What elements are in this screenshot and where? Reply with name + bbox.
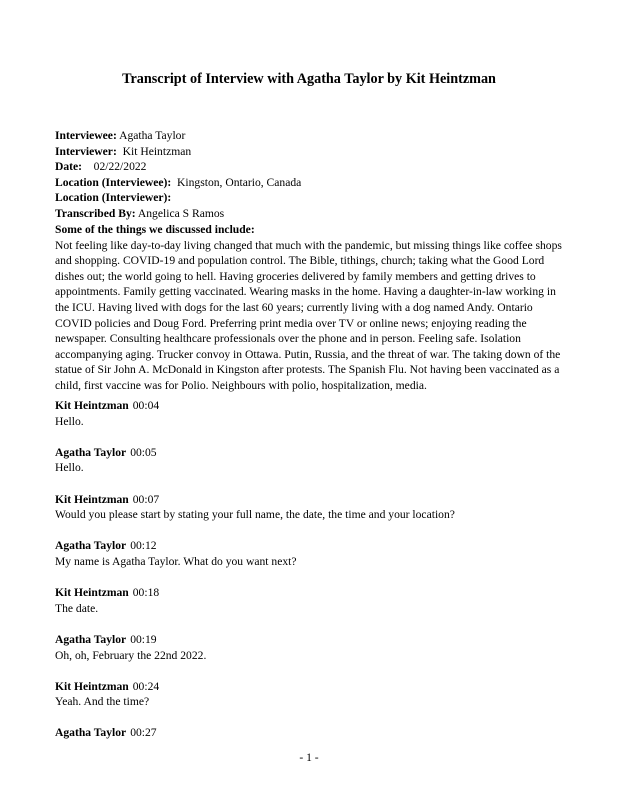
topics-body: Not feeling like day-to-day living changed that much with the pandemic, but missing things like coffee shops and shopping. COVID-19 and population control. The Bible, tithings, church; taking what the Good Lord dishes out; the world going to hell. Having groceries delivered by family members and getting drives to appointments. Family getting vaccinated. Wearing masks in the home. Having a daughter-in-law working in the ICU. Having lived with dogs for the last 60 years; currently living with a dog named Andy. Ontario COVID policies and Doug Ford. Preferring print media over TV or online news; enjoying reading the newspaper. Consulting healthcare professionals over the phone and in person. Feeling safe. Isolation accompanying aging. Trucker convoy in Ottawa. Putin, Russia, and the threat of war. The taking down of the statue of Sir John A. McDonald in Kingston after protests. The Spanish Flu. Not having been vaccinated as a child, first vaccine was for Polio. Neighbours with polio, hospitalization, media. — [55, 238, 562, 392]
transcript-turns — [55, 398, 565, 757]
utterance-text: Would you please start by stating your full name, the date, the time and your location? — [55, 508, 455, 522]
metadata-value: Kingston, Ontario, Canada — [177, 175, 302, 189]
speaker-line — [55, 445, 565, 461]
metadata-value: Agatha Taylor — [119, 129, 186, 142]
metadata-block — [55, 128, 565, 222]
transcript-turn — [55, 725, 565, 741]
metadata-label: Transcribed By: — [55, 206, 136, 220]
metadata-value: Kit Heintzman — [122, 144, 192, 158]
metadata-value: 02/22/2022 — [93, 160, 147, 174]
metadata-interviewee — [55, 128, 565, 144]
document-title: Transcript of Interview with Agatha Taylor by Kit Heintzman — [122, 71, 496, 87]
topics-heading: Some of the things we discussed include: — [55, 223, 255, 236]
metadata-interviewer — [55, 144, 565, 160]
timestamp: 00:05 — [130, 445, 157, 459]
transcript-turn — [55, 538, 565, 569]
utterance-text: Hello. — [55, 414, 84, 428]
speaker-line — [55, 398, 565, 414]
speaker-line — [55, 679, 565, 695]
metadata-label: Location (Interviewee): — [55, 175, 172, 189]
metadata-transcribed-by — [55, 206, 565, 222]
timestamp: 00:07 — [132, 492, 160, 506]
transcript-turn — [55, 398, 565, 429]
timestamp: 00:19 — [130, 632, 157, 646]
topics-section — [55, 222, 565, 394]
timestamp: 00:12 — [130, 539, 157, 553]
utterance-text: The date. — [55, 601, 99, 615]
speaker-name: Kit Heintzman — [55, 399, 129, 412]
timestamp: 00:24 — [132, 679, 160, 693]
transcript-turn — [55, 492, 565, 523]
transcript-turn — [55, 632, 565, 663]
speaker-line — [55, 538, 565, 554]
utterance-text: Yeah. And the time? — [55, 695, 150, 709]
metadata-location-interviewer — [55, 190, 565, 206]
timestamp: 00:04 — [132, 399, 160, 412]
utterance-text: Oh, oh, February the 22nd 2022. — [55, 648, 207, 662]
metadata-label: Date: — [55, 160, 83, 174]
transcript-turn — [55, 445, 565, 476]
transcript-turn — [55, 679, 565, 710]
metadata-label: Interviewee: — [55, 129, 117, 142]
speaker-name: Kit Heintzman — [55, 586, 129, 600]
metadata-value: Angelica S Ramos — [137, 206, 225, 220]
metadata-label: Location (Interviewer): — [55, 191, 172, 205]
speaker-name: Agatha Taylor — [55, 445, 127, 459]
speaker-line — [55, 632, 565, 648]
utterance-text: Hello. — [55, 461, 84, 475]
utterance-text: My name is Agatha Taylor. What do you want next? — [55, 554, 297, 568]
speaker-line — [55, 725, 565, 741]
speaker-name: Kit Heintzman — [55, 492, 129, 506]
metadata-location-interviewee — [55, 175, 565, 191]
speaker-name: Agatha Taylor — [55, 726, 127, 740]
timestamp: 00:27 — [130, 726, 157, 740]
metadata-label: Interviewer: — [55, 144, 117, 158]
page-number: - 1 - — [299, 751, 319, 764]
speaker-line — [55, 492, 565, 508]
speaker-line — [55, 585, 565, 601]
metadata-date — [55, 159, 565, 175]
transcript-turn — [55, 585, 565, 616]
speaker-name: Kit Heintzman — [55, 679, 129, 693]
timestamp: 00:18 — [132, 586, 160, 600]
speaker-name: Agatha Taylor — [55, 632, 127, 646]
speaker-name: Agatha Taylor — [55, 539, 127, 553]
